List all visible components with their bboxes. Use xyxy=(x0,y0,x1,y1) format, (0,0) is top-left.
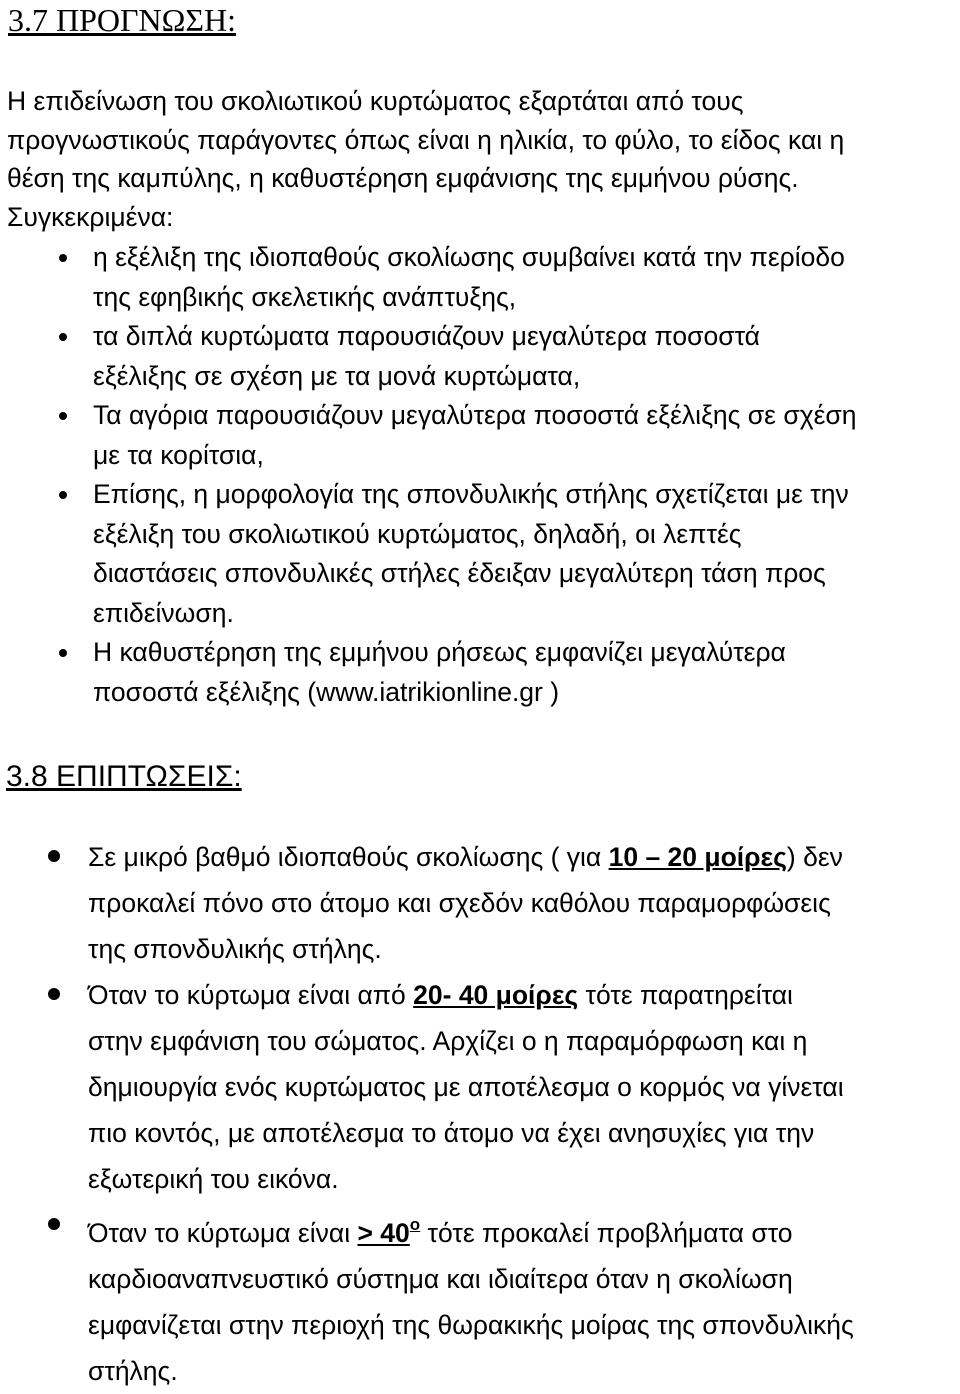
list-item-line: ποσοστά εξέλιξης (www.iatrikionline.gr ) xyxy=(93,676,560,707)
text-run: τότε προκαλεί προβλήματα στο xyxy=(420,1218,793,1248)
list-item-line: εξέλιξη του σκολιωτικού κυρτώματος, δηλαδή, οι λεπτές xyxy=(93,518,742,549)
prognosis-list xyxy=(0,238,960,712)
list-item-line: εμφανίζεται στην περιοχή της θωρακικής μοίρας της σπονδυλικής xyxy=(88,1310,854,1340)
list-item-line: στήλης. xyxy=(88,1356,178,1386)
bullet-icon xyxy=(59,412,67,420)
list-item-line xyxy=(88,972,960,1018)
list-item-line: δημιουργία ενός κυρτώματος με αποτέλεσμα ο κορμός να γίνεται xyxy=(88,1072,844,1102)
list-item-line: στην εμφάνιση του σώματος. Αρχίζει ο η παραμόρφωση και η xyxy=(88,1026,808,1056)
list-item-line: εξέλιξης σε σχέση με τα μονά κυρτώματα, xyxy=(93,360,581,391)
bullet-icon xyxy=(48,1218,60,1230)
list-item xyxy=(0,317,960,396)
emphasis-degrees: 10 – 20 μοίρες xyxy=(608,842,787,872)
consequences-list xyxy=(0,834,960,1394)
text-run: Όταν το κύρτωμα είναι xyxy=(88,1218,358,1248)
section-heading-consequences: 3.8 ΕΠΙΠΤΩΣΕΙΣ: xyxy=(6,760,242,793)
list-item-line xyxy=(88,1202,960,1256)
list-item xyxy=(0,475,960,633)
bullet-icon xyxy=(59,254,67,262)
list-item-line: Επίσης, η μορφολογία της σπονδυλικής στήλης σχετίζεται με την xyxy=(93,479,849,509)
list-item xyxy=(0,972,960,1202)
text-run: Σε μικρό βαθμό ιδιοπαθούς σκολίωσης ( για xyxy=(88,842,609,872)
intro-line: προγνωστικούς παράγοντες όπως είναι η ηλικία, το φύλο, το είδος και η xyxy=(7,124,845,155)
intro-line: Συγκεκριμένα: xyxy=(7,201,174,232)
list-item-line: καρδιοαναπνευστικό σύστημα και ιδιαίτερα όταν η σκολίωση xyxy=(88,1264,793,1294)
list-item-line: διαστάσεις σπονδυλικές στήλες έδειξαν μεγαλύτερη τάση προς xyxy=(93,558,826,588)
bullet-icon xyxy=(59,333,67,341)
intro-line: θέση της καμπύλης, η καθυστέρηση εμφάνισης της εμμήνου ρύσης. xyxy=(7,163,799,193)
list-item-line: της εφηβικής σκελετικής ανάπτυξης, xyxy=(93,281,517,312)
list-item xyxy=(0,238,960,317)
degree-superscript: ο xyxy=(409,1215,421,1234)
bullet-icon xyxy=(48,988,60,1000)
list-item xyxy=(0,834,960,972)
list-item xyxy=(0,1202,960,1394)
emphasis-degrees: 20- 40 μοίρες xyxy=(413,980,579,1010)
list-item-line: εξωτερική του εικόνα. xyxy=(88,1164,339,1194)
list-item-line: της σπονδυλικής στήλης. xyxy=(88,934,382,964)
list-item-line: Τα αγόρια παρουσιάζουν μεγαλύτερα ποσοστά εξέλιξης σε σχέση xyxy=(93,400,857,430)
list-item-line: με τα κορίτσια, xyxy=(93,439,264,470)
section-heading-prognosis: 3.7 ΠΡΟΓΝΩΣΗ: xyxy=(8,2,237,38)
list-item-line xyxy=(88,834,960,880)
list-item xyxy=(0,633,960,712)
list-item-line: τα διπλά κυρτώματα παρουσιάζουν μεγαλύτερα ποσοστά xyxy=(93,321,760,351)
list-item-line: επιδείνωση. xyxy=(93,597,234,628)
intro-line: Η επιδείνωση του σκολιωτικού κυρτώματος εξαρτάται από τους xyxy=(7,86,744,116)
list-item-line: προκαλεί πόνο στο άτομο και σχεδόν καθόλου παραμορφώσεις xyxy=(88,888,831,918)
bullet-icon xyxy=(59,649,67,657)
text-run: ) δεν xyxy=(786,842,843,872)
bullet-icon xyxy=(48,850,60,862)
bullet-icon xyxy=(59,491,67,499)
text-run: Όταν το κύρτωμα είναι από xyxy=(88,980,414,1010)
list-item xyxy=(0,396,960,475)
emphasis-degrees: > 40 xyxy=(357,1218,410,1248)
list-item-line: πιο κοντός, με αποτέλεσμα το άτομο να έχει ανησυχίες για την xyxy=(88,1118,815,1148)
list-item-line: η εξέλιξη της ιδιοπαθούς σκολίωσης συμβαίνει κατά την περίοδο xyxy=(93,242,845,272)
list-item-line: Η καθυστέρηση της εμμήνου ρήσεως εμφανίζει μεγαλύτερα xyxy=(93,637,786,667)
intro-paragraph xyxy=(7,82,957,236)
text-run: τότε παρατηρείται xyxy=(578,980,793,1010)
